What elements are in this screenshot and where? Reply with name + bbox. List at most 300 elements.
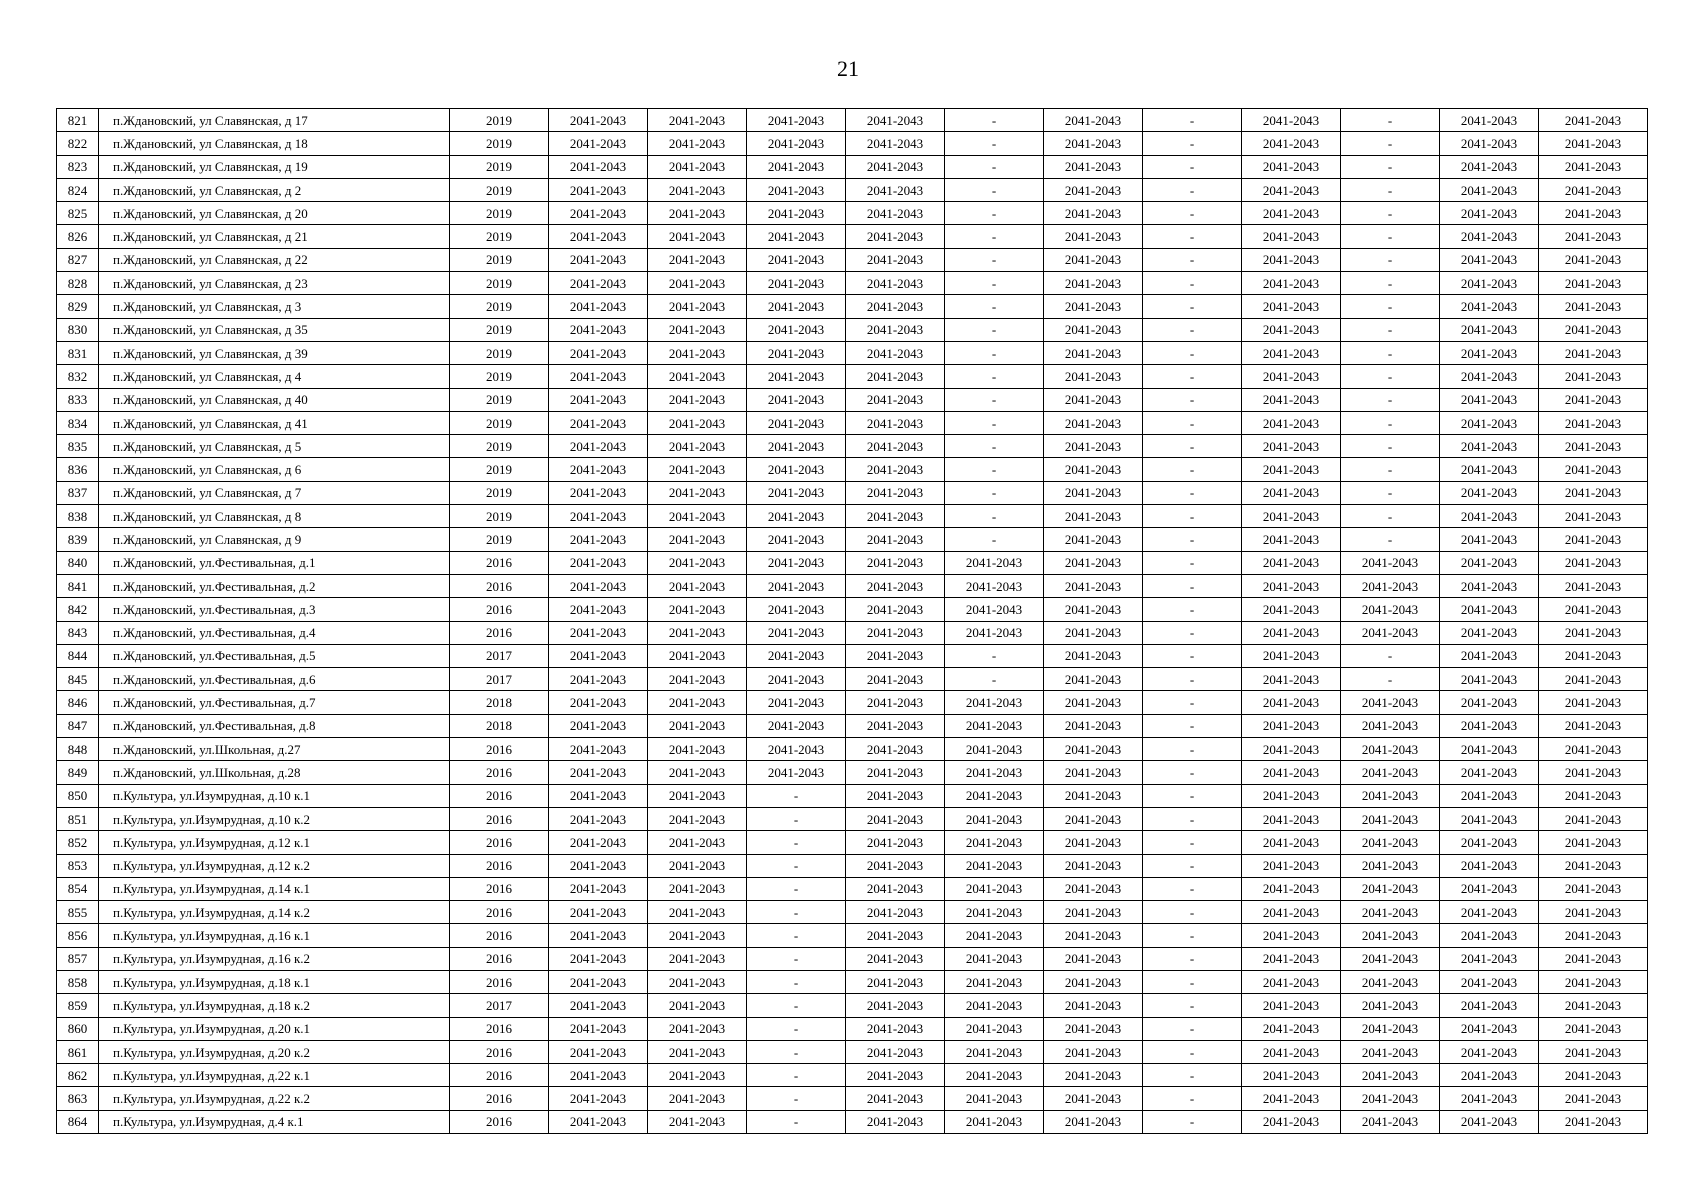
period-cell-5: 2041-2043 (945, 738, 1044, 761)
period-cell-5: - (945, 435, 1044, 458)
row-number-cell: 843 (57, 621, 99, 644)
period-cell-11: 2041-2043 (1539, 318, 1648, 341)
period-cell-9: 2041-2043 (1341, 598, 1440, 621)
period-cell-2: 2041-2043 (648, 784, 747, 807)
row-number-cell: 849 (57, 761, 99, 784)
period-cell-6: 2041-2043 (1044, 1064, 1143, 1087)
period-cell-5: 2041-2043 (945, 598, 1044, 621)
address-cell: п.Культура, ул.Изумрудная, д.16 к.1 (99, 924, 450, 947)
row-number-cell: 858 (57, 970, 99, 993)
year-cell: 2016 (450, 621, 549, 644)
period-cell-4: 2041-2043 (846, 318, 945, 341)
period-cell-10: 2041-2043 (1440, 714, 1539, 737)
period-cell-5: 2041-2043 (945, 994, 1044, 1017)
period-cell-6: 2041-2043 (1044, 691, 1143, 714)
address-cell: п.Ждановский, ул Славянская, д 39 (99, 341, 450, 364)
period-cell-6: 2041-2043 (1044, 295, 1143, 318)
period-cell-4: 2041-2043 (846, 877, 945, 900)
period-cell-6: 2041-2043 (1044, 202, 1143, 225)
period-cell-5: - (945, 668, 1044, 691)
period-cell-3: 2041-2043 (747, 738, 846, 761)
period-cell-11: 2041-2043 (1539, 341, 1648, 364)
period-cell-11: 2041-2043 (1539, 481, 1648, 504)
period-cell-7: - (1143, 202, 1242, 225)
row-number-cell: 842 (57, 598, 99, 621)
row-number-cell: 856 (57, 924, 99, 947)
period-cell-6: 2041-2043 (1044, 668, 1143, 691)
period-cell-9: 2041-2043 (1341, 924, 1440, 947)
period-cell-3: - (747, 924, 846, 947)
period-cell-2: 2041-2043 (648, 388, 747, 411)
period-cell-5: - (945, 178, 1044, 201)
period-cell-6: 2041-2043 (1044, 481, 1143, 504)
period-cell-6: 2041-2043 (1044, 178, 1143, 201)
table-row (57, 784, 1648, 807)
period-cell-9: - (1341, 225, 1440, 248)
period-cell-2: 2041-2043 (648, 458, 747, 481)
period-cell-5: 2041-2043 (945, 924, 1044, 947)
period-cell-2: 2041-2043 (648, 621, 747, 644)
period-cell-7: - (1143, 1087, 1242, 1110)
period-cell-11: 2041-2043 (1539, 947, 1648, 970)
period-cell-8: 2041-2043 (1242, 644, 1341, 667)
period-cell-7: - (1143, 318, 1242, 341)
period-cell-10: 2041-2043 (1440, 155, 1539, 178)
address-cell: п.Культура, ул.Изумрудная, д.12 к.2 (99, 854, 450, 877)
period-cell-11: 2041-2043 (1539, 761, 1648, 784)
period-cell-10: 2041-2043 (1440, 784, 1539, 807)
period-cell-11: 2041-2043 (1539, 1017, 1648, 1040)
period-cell-4: 2041-2043 (846, 854, 945, 877)
period-cell-2: 2041-2043 (648, 644, 747, 667)
period-cell-8: 2041-2043 (1242, 295, 1341, 318)
period-cell-8: 2041-2043 (1242, 505, 1341, 528)
period-cell-6: 2041-2043 (1044, 528, 1143, 551)
period-cell-9: 2041-2043 (1341, 761, 1440, 784)
period-cell-1: 2041-2043 (549, 831, 648, 854)
table-row (57, 738, 1648, 761)
period-cell-9: 2041-2043 (1341, 1017, 1440, 1040)
table-row (57, 621, 1648, 644)
period-cell-8: 2041-2043 (1242, 668, 1341, 691)
period-cell-8: 2041-2043 (1242, 994, 1341, 1017)
period-cell-6: 2041-2043 (1044, 574, 1143, 597)
period-cell-11: 2041-2043 (1539, 202, 1648, 225)
year-cell: 2017 (450, 668, 549, 691)
year-cell: 2016 (450, 1087, 549, 1110)
period-cell-7: - (1143, 574, 1242, 597)
row-number-cell: 841 (57, 574, 99, 597)
row-number-cell: 855 (57, 901, 99, 924)
period-cell-9: - (1341, 435, 1440, 458)
year-cell: 2018 (450, 714, 549, 737)
period-cell-2: 2041-2043 (648, 295, 747, 318)
row-number-cell: 864 (57, 1110, 99, 1133)
period-cell-1: 2041-2043 (549, 295, 648, 318)
period-cell-10: 2041-2043 (1440, 458, 1539, 481)
period-cell-1: 2041-2043 (549, 1017, 648, 1040)
period-cell-9: 2041-2043 (1341, 947, 1440, 970)
row-number-cell: 825 (57, 202, 99, 225)
period-cell-3: 2041-2043 (747, 761, 846, 784)
year-cell: 2019 (450, 435, 549, 458)
period-cell-9: - (1341, 388, 1440, 411)
period-cell-5: 2041-2043 (945, 854, 1044, 877)
period-cell-9: 2041-2043 (1341, 551, 1440, 574)
period-cell-8: 2041-2043 (1242, 528, 1341, 551)
period-cell-10: 2041-2043 (1440, 435, 1539, 458)
period-cell-1: 2041-2043 (549, 365, 648, 388)
address-cell: п.Культура, ул.Изумрудная, д.22 к.1 (99, 1064, 450, 1087)
period-cell-6: 2041-2043 (1044, 411, 1143, 434)
period-cell-11: 2041-2043 (1539, 1110, 1648, 1133)
table-row (57, 831, 1648, 854)
period-cell-6: 2041-2043 (1044, 831, 1143, 854)
period-cell-3: 2041-2043 (747, 574, 846, 597)
period-cell-5: 2041-2043 (945, 621, 1044, 644)
period-cell-6: 2041-2043 (1044, 388, 1143, 411)
period-cell-7: - (1143, 621, 1242, 644)
period-cell-6: 2041-2043 (1044, 994, 1143, 1017)
period-cell-8: 2041-2043 (1242, 924, 1341, 947)
period-cell-1: 2041-2043 (549, 714, 648, 737)
period-cell-5: 2041-2043 (945, 761, 1044, 784)
period-cell-3: 2041-2043 (747, 365, 846, 388)
period-cell-5: 2041-2043 (945, 1110, 1044, 1133)
year-cell: 2016 (450, 738, 549, 761)
period-cell-8: 2041-2043 (1242, 551, 1341, 574)
period-cell-6: 2041-2043 (1044, 109, 1143, 132)
period-cell-2: 2041-2043 (648, 435, 747, 458)
period-cell-11: 2041-2043 (1539, 831, 1648, 854)
period-cell-3: 2041-2043 (747, 202, 846, 225)
period-cell-1: 2041-2043 (549, 1040, 648, 1063)
period-cell-10: 2041-2043 (1440, 668, 1539, 691)
period-cell-6: 2041-2043 (1044, 714, 1143, 737)
table-row (57, 1017, 1648, 1040)
period-cell-4: 2041-2043 (846, 551, 945, 574)
period-cell-4: 2041-2043 (846, 109, 945, 132)
row-number-cell: 834 (57, 411, 99, 434)
period-cell-4: 2041-2043 (846, 644, 945, 667)
period-cell-6: 2041-2043 (1044, 761, 1143, 784)
period-cell-8: 2041-2043 (1242, 435, 1341, 458)
table-row (57, 225, 1648, 248)
row-number-cell: 838 (57, 505, 99, 528)
table-row (57, 109, 1648, 132)
period-cell-10: 2041-2043 (1440, 551, 1539, 574)
row-number-cell: 839 (57, 528, 99, 551)
period-cell-1: 2041-2043 (549, 388, 648, 411)
period-cell-1: 2041-2043 (549, 248, 648, 271)
period-cell-6: 2041-2043 (1044, 970, 1143, 993)
period-cell-9: - (1341, 318, 1440, 341)
address-cell: п.Ждановский, ул.Фестивальная, д.4 (99, 621, 450, 644)
address-cell: п.Ждановский, ул Славянская, д 5 (99, 435, 450, 458)
period-cell-6: 2041-2043 (1044, 155, 1143, 178)
address-cell: п.Ждановский, ул Славянская, д 20 (99, 202, 450, 225)
period-cell-1: 2041-2043 (549, 1064, 648, 1087)
period-cell-4: 2041-2043 (846, 807, 945, 830)
period-cell-2: 2041-2043 (648, 1087, 747, 1110)
period-cell-10: 2041-2043 (1440, 411, 1539, 434)
period-cell-9: - (1341, 155, 1440, 178)
row-number-cell: 823 (57, 155, 99, 178)
period-cell-4: 2041-2043 (846, 272, 945, 295)
period-cell-9: - (1341, 132, 1440, 155)
period-cell-10: 2041-2043 (1440, 761, 1539, 784)
year-cell: 2019 (450, 155, 549, 178)
period-cell-4: 2041-2043 (846, 1017, 945, 1040)
table-row (57, 668, 1648, 691)
table-row (57, 481, 1648, 504)
row-number-cell: 846 (57, 691, 99, 714)
year-cell: 2016 (450, 807, 549, 830)
period-cell-7: - (1143, 341, 1242, 364)
period-cell-11: 2041-2043 (1539, 807, 1648, 830)
period-cell-1: 2041-2043 (549, 551, 648, 574)
period-cell-3: - (747, 1017, 846, 1040)
period-cell-6: 2041-2043 (1044, 505, 1143, 528)
period-cell-2: 2041-2043 (648, 481, 747, 504)
address-cell: п.Ждановский, ул Славянская, д 22 (99, 248, 450, 271)
period-cell-9: 2041-2043 (1341, 901, 1440, 924)
period-cell-6: 2041-2043 (1044, 1040, 1143, 1063)
period-cell-1: 2041-2043 (549, 225, 648, 248)
period-cell-7: - (1143, 411, 1242, 434)
period-cell-3: - (747, 901, 846, 924)
table-row (57, 365, 1648, 388)
period-cell-3: 2041-2043 (747, 225, 846, 248)
period-cell-6: 2041-2043 (1044, 644, 1143, 667)
period-cell-7: - (1143, 132, 1242, 155)
period-cell-1: 2041-2043 (549, 784, 648, 807)
period-cell-5: 2041-2043 (945, 901, 1044, 924)
period-cell-1: 2041-2043 (549, 691, 648, 714)
period-cell-4: 2041-2043 (846, 411, 945, 434)
table-row (57, 388, 1648, 411)
period-cell-5: - (945, 132, 1044, 155)
period-cell-8: 2041-2043 (1242, 598, 1341, 621)
period-cell-2: 2041-2043 (648, 668, 747, 691)
period-cell-11: 2041-2043 (1539, 784, 1648, 807)
period-cell-6: 2041-2043 (1044, 598, 1143, 621)
period-cell-2: 2041-2043 (648, 248, 747, 271)
period-cell-11: 2041-2043 (1539, 877, 1648, 900)
address-cell: п.Ждановский, ул Славянская, д 2 (99, 178, 450, 201)
period-cell-7: - (1143, 784, 1242, 807)
period-cell-8: 2041-2043 (1242, 970, 1341, 993)
period-cell-1: 2041-2043 (549, 924, 648, 947)
period-cell-4: 2041-2043 (846, 901, 945, 924)
table-row (57, 761, 1648, 784)
period-cell-6: 2041-2043 (1044, 1017, 1143, 1040)
period-cell-2: 2041-2043 (648, 901, 747, 924)
period-cell-11: 2041-2043 (1539, 1087, 1648, 1110)
period-cell-4: 2041-2043 (846, 202, 945, 225)
period-cell-4: 2041-2043 (846, 365, 945, 388)
period-cell-6: 2041-2043 (1044, 854, 1143, 877)
period-cell-5: 2041-2043 (945, 970, 1044, 993)
table-row (57, 318, 1648, 341)
period-cell-8: 2041-2043 (1242, 784, 1341, 807)
period-cell-7: - (1143, 644, 1242, 667)
address-cell: п.Ждановский, ул.Школьная, д.28 (99, 761, 450, 784)
period-cell-9: - (1341, 109, 1440, 132)
table-row (57, 1087, 1648, 1110)
table-row (57, 295, 1648, 318)
table-row (57, 1110, 1648, 1133)
period-cell-10: 2041-2043 (1440, 877, 1539, 900)
period-cell-7: - (1143, 435, 1242, 458)
period-cell-4: 2041-2043 (846, 225, 945, 248)
period-cell-10: 2041-2043 (1440, 574, 1539, 597)
address-cell: п.Культура, ул.Изумрудная, д.20 к.1 (99, 1017, 450, 1040)
period-cell-4: 2041-2043 (846, 481, 945, 504)
period-cell-4: 2041-2043 (846, 1110, 945, 1133)
period-cell-8: 2041-2043 (1242, 574, 1341, 597)
period-cell-10: 2041-2043 (1440, 994, 1539, 1017)
period-cell-4: 2041-2043 (846, 668, 945, 691)
period-cell-2: 2041-2043 (648, 877, 747, 900)
period-cell-8: 2041-2043 (1242, 132, 1341, 155)
period-cell-4: 2041-2043 (846, 155, 945, 178)
year-cell: 2019 (450, 528, 549, 551)
period-cell-4: 2041-2043 (846, 1064, 945, 1087)
year-cell: 2016 (450, 574, 549, 597)
period-cell-9: 2041-2043 (1341, 877, 1440, 900)
period-cell-5: 2041-2043 (945, 1064, 1044, 1087)
period-cell-6: 2041-2043 (1044, 435, 1143, 458)
table-row (57, 202, 1648, 225)
year-cell: 2016 (450, 831, 549, 854)
period-cell-4: 2041-2043 (846, 295, 945, 318)
period-cell-7: - (1143, 505, 1242, 528)
table-row (57, 807, 1648, 830)
period-cell-4: 2041-2043 (846, 831, 945, 854)
table-row (57, 574, 1648, 597)
period-cell-2: 2041-2043 (648, 738, 747, 761)
period-cell-6: 2041-2043 (1044, 947, 1143, 970)
period-cell-10: 2041-2043 (1440, 598, 1539, 621)
period-cell-3: 2041-2043 (747, 691, 846, 714)
period-cell-5: - (945, 202, 1044, 225)
period-cell-1: 2041-2043 (549, 854, 648, 877)
period-cell-5: - (945, 644, 1044, 667)
table-row (57, 854, 1648, 877)
period-cell-1: 2041-2043 (549, 807, 648, 830)
address-cell: п.Культура, ул.Изумрудная, д.22 к.2 (99, 1087, 450, 1110)
table-row (57, 598, 1648, 621)
period-cell-3: 2041-2043 (747, 388, 846, 411)
row-number-cell: 822 (57, 132, 99, 155)
period-cell-4: 2041-2043 (846, 947, 945, 970)
period-cell-9: - (1341, 341, 1440, 364)
period-cell-11: 2041-2043 (1539, 365, 1648, 388)
year-cell: 2016 (450, 1040, 549, 1063)
period-cell-10: 2041-2043 (1440, 272, 1539, 295)
period-cell-4: 2041-2043 (846, 738, 945, 761)
period-cell-8: 2041-2043 (1242, 109, 1341, 132)
period-cell-10: 2041-2043 (1440, 388, 1539, 411)
period-cell-11: 2041-2043 (1539, 178, 1648, 201)
period-cell-2: 2041-2043 (648, 1110, 747, 1133)
year-cell: 2016 (450, 854, 549, 877)
period-cell-1: 2041-2043 (549, 155, 648, 178)
address-cell: п.Ждановский, ул Славянская, д 8 (99, 505, 450, 528)
period-cell-3: 2041-2043 (747, 178, 846, 201)
period-cell-5: 2041-2043 (945, 1040, 1044, 1063)
period-cell-9: - (1341, 295, 1440, 318)
period-cell-6: 2041-2043 (1044, 621, 1143, 644)
period-cell-7: - (1143, 178, 1242, 201)
period-cell-8: 2041-2043 (1242, 901, 1341, 924)
period-cell-11: 2041-2043 (1539, 295, 1648, 318)
period-cell-3: - (747, 854, 846, 877)
period-cell-5: - (945, 295, 1044, 318)
table-row (57, 435, 1648, 458)
period-cell-7: - (1143, 668, 1242, 691)
period-cell-2: 2041-2043 (648, 178, 747, 201)
period-cell-10: 2041-2043 (1440, 1064, 1539, 1087)
period-cell-7: - (1143, 225, 1242, 248)
period-cell-8: 2041-2043 (1242, 1017, 1341, 1040)
period-cell-2: 2041-2043 (648, 1017, 747, 1040)
year-cell: 2019 (450, 109, 549, 132)
period-cell-9: 2041-2043 (1341, 691, 1440, 714)
period-cell-5: 2041-2043 (945, 714, 1044, 737)
table-row (57, 528, 1648, 551)
period-cell-8: 2041-2043 (1242, 831, 1341, 854)
period-cell-7: - (1143, 877, 1242, 900)
period-cell-1: 2041-2043 (549, 318, 648, 341)
year-cell: 2016 (450, 784, 549, 807)
period-cell-2: 2041-2043 (648, 994, 747, 1017)
year-cell: 2016 (450, 1017, 549, 1040)
address-cell: п.Культура, ул.Изумрудная, д.18 к.1 (99, 970, 450, 993)
year-cell: 2018 (450, 691, 549, 714)
year-cell: 2016 (450, 877, 549, 900)
address-cell: п.Ждановский, ул Славянская, д 41 (99, 411, 450, 434)
period-cell-11: 2041-2043 (1539, 598, 1648, 621)
row-number-cell: 830 (57, 318, 99, 341)
period-cell-2: 2041-2043 (648, 202, 747, 225)
period-cell-6: 2041-2043 (1044, 924, 1143, 947)
address-cell: п.Ждановский, ул Славянская, д 21 (99, 225, 450, 248)
period-cell-2: 2041-2043 (648, 272, 747, 295)
period-cell-1: 2041-2043 (549, 341, 648, 364)
period-cell-1: 2041-2043 (549, 505, 648, 528)
period-cell-9: 2041-2043 (1341, 1110, 1440, 1133)
year-cell: 2019 (450, 132, 549, 155)
period-cell-8: 2041-2043 (1242, 272, 1341, 295)
period-cell-1: 2041-2043 (549, 644, 648, 667)
row-number-cell: 831 (57, 341, 99, 364)
period-cell-9: - (1341, 528, 1440, 551)
period-cell-1: 2041-2043 (549, 109, 648, 132)
address-cell: п.Ждановский, ул Славянская, д 3 (99, 295, 450, 318)
period-cell-7: - (1143, 388, 1242, 411)
row-number-cell: 833 (57, 388, 99, 411)
period-cell-3: 2041-2043 (747, 109, 846, 132)
row-number-cell: 829 (57, 295, 99, 318)
period-cell-6: 2041-2043 (1044, 877, 1143, 900)
period-cell-11: 2041-2043 (1539, 644, 1648, 667)
period-cell-4: 2041-2043 (846, 994, 945, 1017)
address-cell: п.Культура, ул.Изумрудная, д.4 к.1 (99, 1110, 450, 1133)
period-cell-8: 2041-2043 (1242, 155, 1341, 178)
period-cell-11: 2041-2043 (1539, 854, 1648, 877)
